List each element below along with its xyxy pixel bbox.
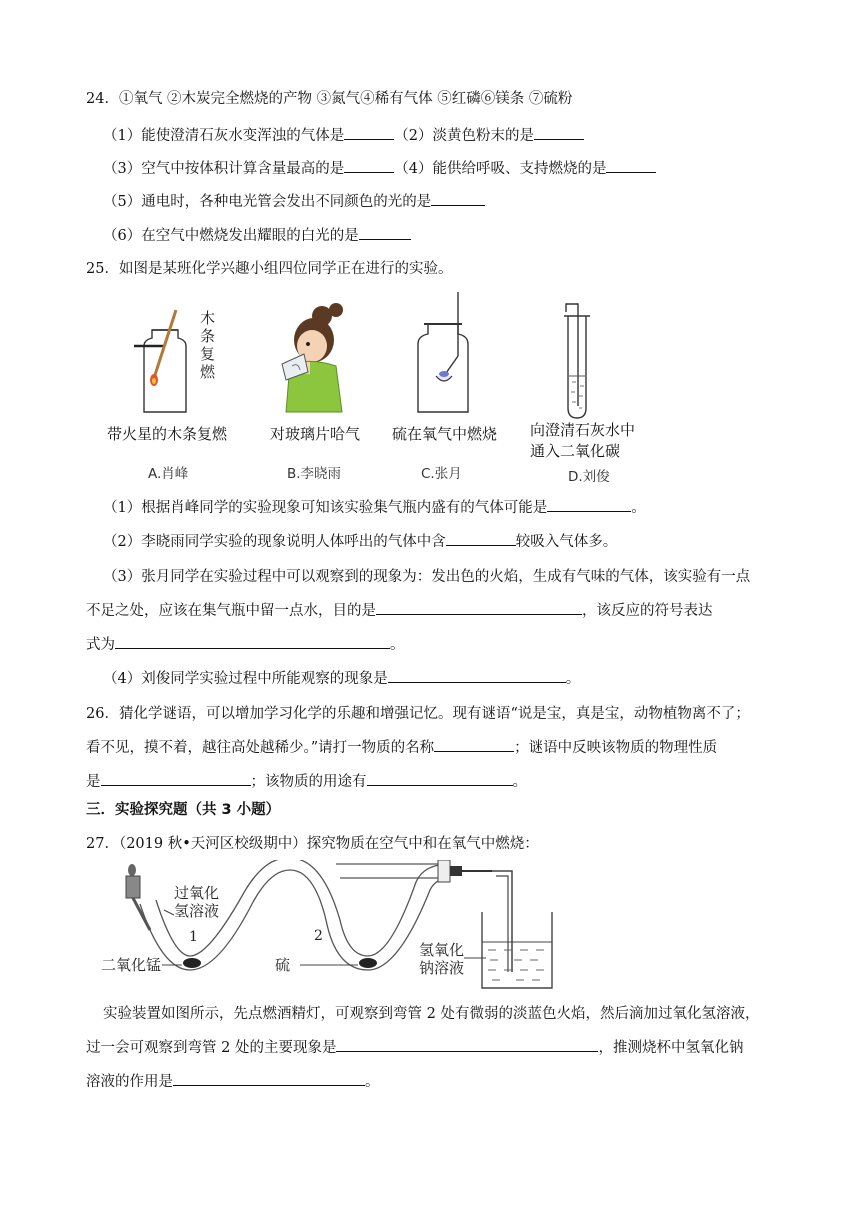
label-h2o2: 过氧化 氢溶液 [174, 884, 220, 920]
answer-blank[interactable] [344, 158, 394, 173]
answer-blank[interactable] [431, 191, 485, 206]
figure-b-girl-breathing-on-glass [270, 300, 360, 415]
punct: 。 [390, 637, 405, 653]
q24-part-1-2 [103, 125, 584, 147]
figure-d-caption-line2: 通入二氧化碳 [530, 442, 621, 460]
q24-part-5-text: （5）通电时，各种电光管会发出不同颜色的光的是 [103, 194, 432, 210]
q25-part-3-line1: （3）张月同学在实验过程中可以观察到的现象为：发出色的火焰，生成有气味的气体，该实验有一点 [103, 569, 751, 585]
q27-text-b: ，推测烧杯中氢氧化钠 [598, 1040, 744, 1056]
figure-d-test-tube-limewater [560, 298, 604, 422]
label-sulfur: 硫 [275, 956, 291, 974]
q27-line3 [86, 1071, 380, 1093]
q24-part-1-text: （1）能使澄清石灰水变浑浊的气体是 [103, 128, 345, 144]
figure-a-caption: 带火星的木条复燃 [107, 425, 228, 443]
q25-part-3-text-c: 式为 [86, 637, 115, 653]
q24-part-6 [103, 225, 411, 247]
punct: 。 [512, 774, 527, 790]
q26-text-d: ；该物质的用途有 [250, 774, 367, 790]
figure-c-caption: 硫在氧气中燃烧 [392, 425, 498, 443]
q26-text: 看不见，摸不着，越往高处越稀少。”请打一物质的名称 [86, 740, 435, 756]
answer-blank[interactable] [344, 125, 394, 140]
answer-blank[interactable] [376, 600, 582, 615]
q26-text-c: 是 [86, 774, 101, 790]
answer-blank[interactable] [101, 771, 251, 786]
answer-blank[interactable] [115, 634, 390, 649]
q25-part-2-end: 较吸入气体多。 [515, 534, 618, 550]
q25-part-3-text-b: ，该反应的符号表达 [582, 603, 713, 619]
q27-text: 过一会可观察到弯管 2 处的主要现象是 [86, 1040, 337, 1056]
q27-line1: 实验装置如图所示，先点燃酒精灯，可观察到弯管 2 处有微弱的淡蓝色火焰，然后滴加过氧化氢溶液， [103, 1006, 760, 1022]
punct: 。 [365, 1074, 380, 1090]
answer-blank[interactable] [388, 668, 566, 683]
figure-b-caption: 对玻璃片哈气 [270, 425, 361, 443]
figure-a-name: A.肖峰 [148, 466, 189, 482]
q25-part-2 [103, 531, 617, 553]
answer-blank[interactable] [434, 737, 514, 752]
figure-a-wood-splint-bottle [128, 300, 208, 418]
punct: 。 [631, 500, 646, 516]
q24-part-4-text: （4）能供给呼吸、支持燃烧的是 [394, 161, 607, 177]
q25-part-3-line2 [86, 600, 713, 622]
section-3-title: 三．实验探究题（共 3 小题） [86, 802, 281, 818]
q25-part-4-text: （4）刘俊同学实验过程中所能观察的现象是 [103, 671, 388, 687]
label-mno2: 二氧化锰 [101, 956, 162, 974]
q25-stem: 25．如图是某班化学兴趣小组四位同学正在进行的实验。 [86, 261, 453, 277]
label-num-2: 2 [314, 928, 323, 944]
answer-blank[interactable] [367, 771, 513, 786]
q24-stem: 24．①氧气 ②木炭完全燃烧的产物 ③氮气④稀有气体 ⑤红磷⑥镁条 ⑦硫粉 [86, 91, 573, 107]
q27-stem: 27．（2019 秋•天河区校级期中）探究物质在空气中和在氧气中燃烧： [86, 836, 539, 852]
q25-part-4 [103, 668, 580, 690]
q26-text-b: ；谜语中反映该物质的物理性质 [514, 740, 718, 756]
q24-part-3-4 [103, 158, 656, 180]
q25-part-1-text: （1）根据肖峰同学的实验现象可知该实验集气瓶内盛有的气体可能是 [103, 500, 548, 516]
figure-a-side-label: 木条复燃 [200, 309, 216, 381]
q24-part-6-text: （6）在空气中燃烧发出耀眼的白光的是 [103, 228, 359, 244]
answer-blank[interactable] [547, 497, 631, 512]
q25-part-1 [103, 497, 646, 519]
q26-line2 [86, 737, 717, 759]
q24-part-3-text: （3）空气中按体积计算含量最高的是 [103, 161, 345, 177]
q27-line2 [86, 1037, 743, 1059]
answer-blank[interactable] [534, 125, 584, 140]
answer-blank[interactable] [446, 531, 516, 546]
label-naoh: 氢氧化 钠溶液 [419, 941, 465, 977]
q25-part-3-line3 [86, 634, 405, 656]
q27-text-c: 溶液的作用是 [86, 1074, 173, 1090]
figure-b-name: B.李晓雨 [287, 466, 342, 482]
answer-blank[interactable] [173, 1071, 365, 1086]
figure-c-name: C.张月 [421, 466, 462, 482]
q26-line3 [86, 771, 527, 793]
q24-part-2-text: （2）淡黄色粉末的是 [394, 128, 534, 144]
figure-d-caption-line1: 向澄清石灰水中 [530, 421, 636, 439]
q26-line1: 26．猜化学谜语，可以增加学习化学的乐趣和增强记忆。现有谜语“说是宝，真是宝，动物植物离不了； [86, 706, 750, 722]
figure-c-sulfur-burning-bottle [412, 290, 474, 418]
punct: 。 [565, 671, 581, 687]
answer-blank[interactable] [359, 225, 411, 240]
q24-part-5 [103, 191, 485, 213]
answer-blank[interactable] [606, 158, 656, 173]
label-num-1: 1 [189, 929, 198, 945]
figure-d-name: D.刘俊 [568, 469, 610, 485]
answer-blank[interactable] [336, 1037, 598, 1052]
q25-part-3-text: 不足之处，应该在集气瓶中留一点水，目的是 [86, 603, 376, 619]
q25-part-2-text: （2）李晓雨同学实验的现象说明人体呼出的气体中含 [103, 534, 446, 550]
q27-apparatus-diagram [100, 860, 570, 995]
